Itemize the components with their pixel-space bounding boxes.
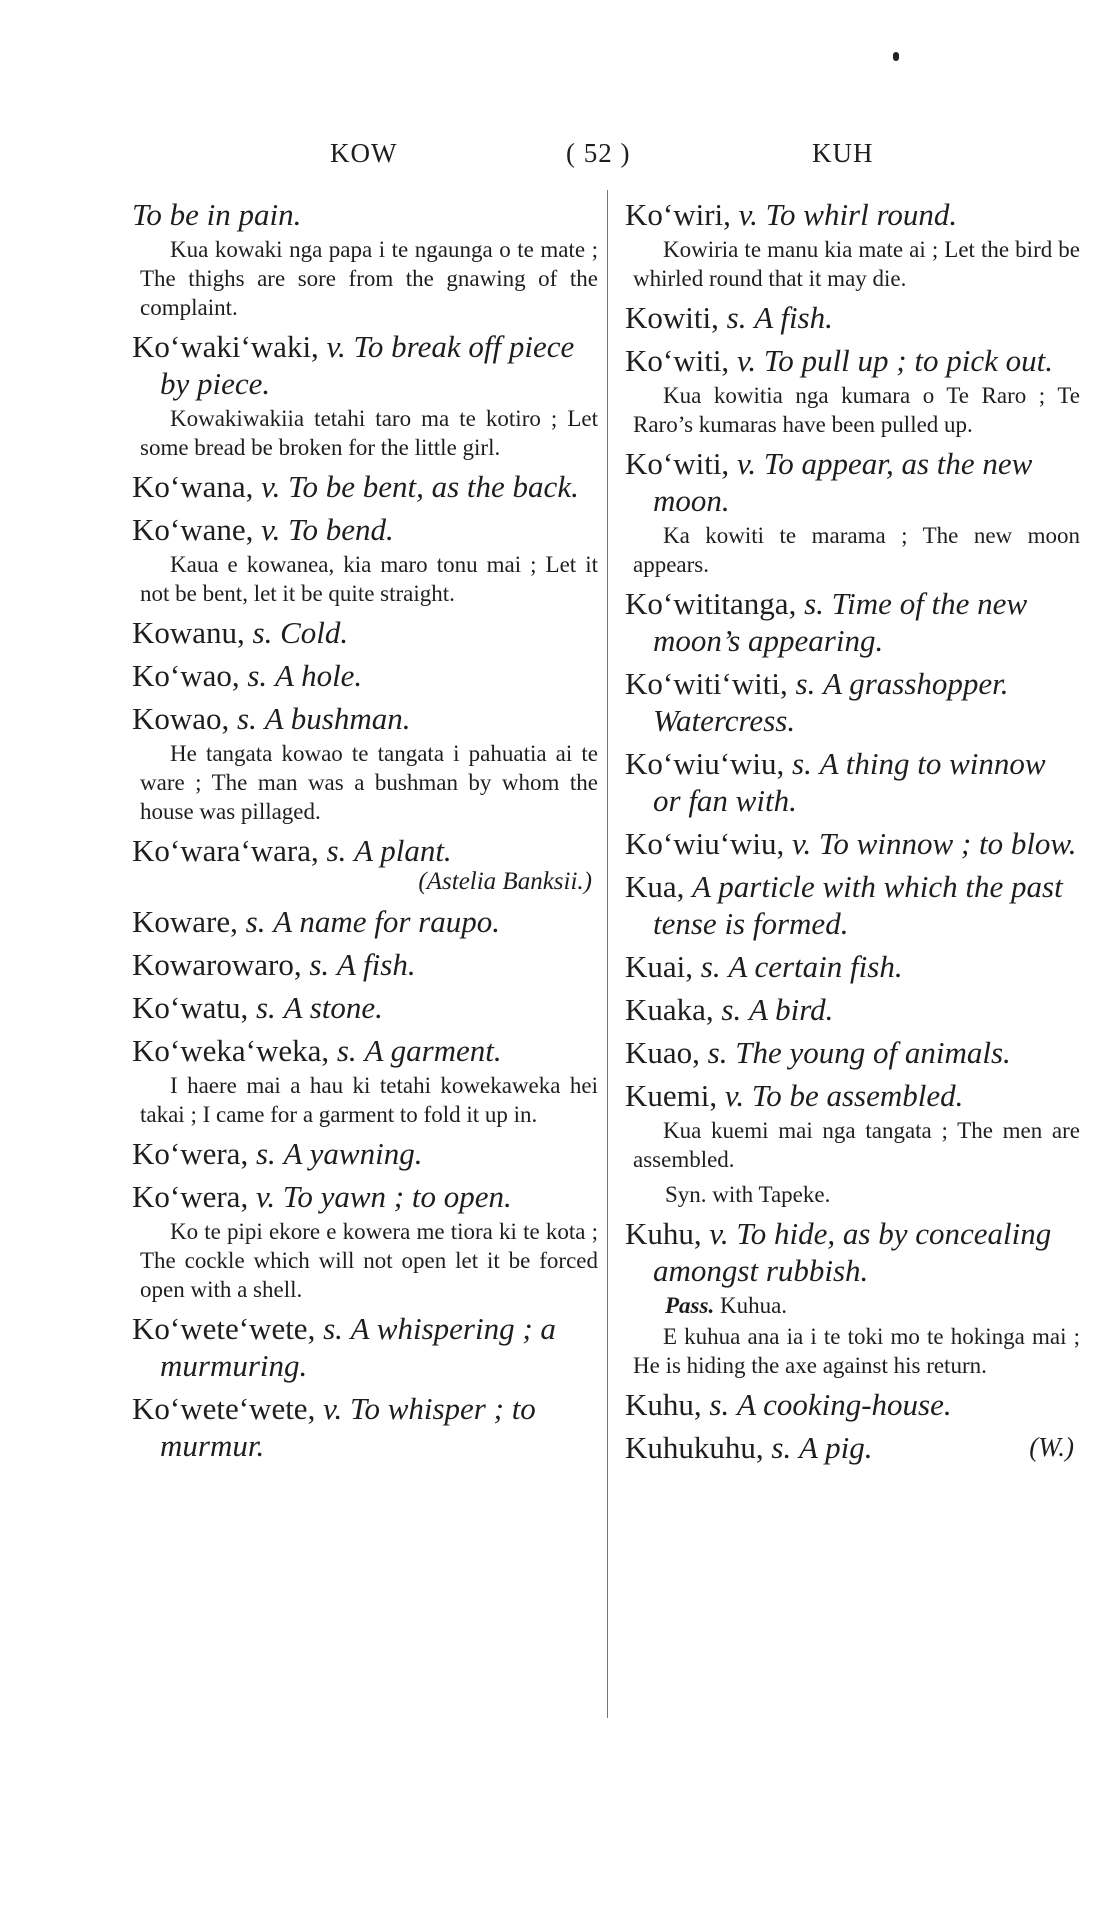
entry-kowekaweka: [132, 1032, 598, 1129]
entry-kuai: [625, 948, 1080, 985]
headword: Koware,: [132, 904, 238, 939]
part-of-speech: v.: [323, 1391, 343, 1426]
entry-example: He tangata kowao te tangata i pahuatia ai te ware ; The man was a bushman by whom the house was pillaged.: [140, 741, 598, 824]
headword: Kuhu,: [625, 1387, 702, 1422]
entry-definition: To hide, as by concealing amongst rubbish.: [653, 1216, 1052, 1288]
headword: Ko‘wiri,: [625, 197, 731, 232]
entry-head: [625, 665, 1080, 739]
entry-head: [625, 991, 1080, 1028]
entry-definition: To appear, as the new moon.: [653, 446, 1033, 518]
entry-head: [132, 832, 598, 869]
headword: Ko‘wane,: [132, 512, 254, 547]
headword: Kowao,: [132, 701, 230, 736]
part-of-speech: v.: [736, 446, 757, 481]
entry-kowao-bushman: [132, 700, 598, 826]
entry-example: Kowiria te manu kia mate ai ; Let the bird be whirled round that it may die.: [633, 237, 1080, 291]
part-of-speech: s.: [795, 666, 816, 701]
entry-example: Kowakiwakiia tetahi taro ma te kotiro ; Let some bread be broken for the little girl.: [140, 406, 598, 460]
entry-kowititanga: [625, 585, 1080, 659]
entry-definition: A particle with which the past tense is formed.: [653, 869, 1063, 941]
entry-head: [132, 1178, 598, 1215]
part-of-speech: s.: [237, 701, 257, 736]
entry-head: [132, 989, 598, 1026]
right-column: [625, 196, 1080, 1472]
entry-kowiuwiu-verb: [625, 825, 1080, 862]
entry-definition: To pull up ; to pick out.: [763, 343, 1053, 378]
headword: Ko‘witi‘witi,: [625, 666, 788, 701]
part-of-speech: s.: [252, 615, 273, 650]
entry-head: [625, 1215, 1080, 1289]
headword: Kuemi,: [625, 1078, 718, 1113]
entry-kowarowaro: [132, 946, 598, 983]
synonym-note: Syn. with Tapeke.: [665, 1182, 831, 1207]
entry-definition: A certain fish.: [728, 949, 903, 984]
entry-kuhu-hide: [625, 1215, 1080, 1380]
entry-definition: A yawning.: [283, 1136, 423, 1171]
entry-head: [132, 946, 598, 983]
botanical-name-text: (Astelia Banksii.): [418, 868, 592, 895]
headword: Ko‘watu,: [132, 990, 249, 1025]
part-of-speech: s.: [792, 746, 812, 781]
entry-definition: A cooking-house.: [736, 1387, 952, 1422]
page-number: ( 52 ): [566, 138, 631, 168]
entry-kuemi: [625, 1077, 1080, 1209]
passive-word: Kuhua.: [719, 1293, 788, 1318]
entry-definition: To be assembled.: [751, 1078, 964, 1113]
headword: Ko‘wana,: [132, 469, 254, 504]
entry-kowiti-appear: [625, 445, 1080, 579]
part-of-speech: v.: [724, 1078, 745, 1113]
entry-head: [132, 328, 598, 402]
headword: Ko‘wao,: [132, 658, 240, 693]
headword: Ko‘wete‘wete,: [132, 1311, 316, 1346]
entry-kuhu-house: [625, 1386, 1080, 1423]
part-of-speech: v.: [738, 197, 758, 232]
entry-example: Kua kowaki nga papa i te ngaunga o te mate ; The thighs are sore from the gnawing of the complaint.: [140, 237, 598, 320]
entry-head: [132, 1032, 598, 1069]
entry-kowetewete-noun: [132, 1310, 598, 1384]
entry-kowiuwiu-noun: [625, 745, 1080, 819]
entry-definition: A stone.: [283, 990, 383, 1025]
entry-definition: A pig.: [798, 1430, 873, 1465]
entry-head: [625, 342, 1080, 379]
entry-kowetewete-verb: [132, 1390, 598, 1464]
headword: Kowiti,: [625, 300, 719, 335]
entry-head: [625, 1429, 1080, 1466]
headword: Kuaka,: [625, 992, 714, 1027]
entry-kowana: [132, 468, 598, 505]
entry-definition: The young of animals.: [735, 1035, 1011, 1070]
entry-kuhukuhu: [625, 1429, 1080, 1466]
entry-kowitiwiti: [625, 665, 1080, 739]
entry-definition: To be bent, as the back.: [288, 469, 579, 504]
part-of-speech: s.: [245, 904, 266, 939]
headword: Kua,: [625, 869, 685, 904]
headword: Kowanu,: [132, 615, 245, 650]
entry-head: [625, 825, 1080, 862]
headword: Kowarowaro,: [132, 947, 302, 982]
entry-head: [132, 468, 598, 505]
entry-example: Ka kowiti te marama ; The new moon appears.: [633, 523, 1080, 577]
entry-definition: A fish.: [336, 947, 416, 982]
headword: Kuao,: [625, 1035, 700, 1070]
entry-kowiti-fish: [625, 299, 1080, 336]
part-of-speech: s.: [255, 990, 276, 1025]
part-of-speech: v.: [709, 1216, 729, 1251]
entry-definition: A name for raupo.: [273, 904, 500, 939]
entry-definition: To whisper ; to murmur.: [160, 1391, 536, 1463]
entry-kua: [625, 868, 1080, 942]
entry-definition: A whispering ; a murmuring.: [160, 1311, 556, 1383]
headword: Ko‘weka‘weka,: [132, 1033, 330, 1068]
headword: Ko‘wera,: [132, 1136, 249, 1171]
column-divider: [607, 190, 608, 1718]
entry-example: Ko te pipi ekore e kowera me tiora ki te kota ; The cockle which will not open let it be forced open with a shell.: [140, 1219, 598, 1302]
part-of-speech: s.: [309, 947, 330, 982]
entry-definition: To be in pain.: [132, 197, 302, 232]
part-of-speech: s.: [247, 658, 268, 693]
entry-definition: To whirl round.: [765, 197, 958, 232]
entry-head: [132, 614, 598, 651]
headword: Ko‘witi,: [625, 343, 730, 378]
part-of-speech: s.: [336, 1033, 357, 1068]
entry-head: [625, 1386, 1080, 1423]
headword: Ko‘waki‘waki,: [132, 329, 319, 364]
entry-kowatu: [132, 989, 598, 1026]
headword: Ko‘wititanga,: [625, 586, 797, 621]
part-of-speech: v.: [792, 826, 812, 861]
entry-head: [625, 1077, 1080, 1114]
entry-example: Kua kowitia nga kumara o Te Raro ; Te Raro’s kumaras have been pulled up.: [633, 383, 1080, 437]
entry-head: [625, 745, 1080, 819]
headword: Ko‘wete‘wete,: [132, 1391, 316, 1426]
entry-kowanu: [132, 614, 598, 651]
entry-head: [132, 1310, 598, 1384]
entry-head: [132, 700, 598, 737]
entry-koware: [132, 903, 598, 940]
part-of-speech: v.: [261, 512, 281, 547]
part-of-speech: v.: [736, 343, 757, 378]
entry-definition: Time of the new moon’s appearing.: [653, 586, 1028, 658]
entry-kuao: [625, 1034, 1080, 1071]
entry-head: [625, 196, 1080, 233]
headword: Ko‘wara‘wara,: [132, 833, 319, 868]
entry-definition: A bird.: [748, 992, 834, 1027]
entry-head: [132, 657, 598, 694]
entry-kowao-hole: [132, 657, 598, 694]
left-column: [132, 196, 598, 1470]
part-of-speech: v.: [326, 329, 346, 364]
entry-example: I haere mai a hau ki tetahi kowekaweka hei takai ; I came for a garment to fold it up in.: [140, 1073, 598, 1127]
entry-kowera-verb: [132, 1178, 598, 1304]
headword: Kuhu,: [625, 1216, 702, 1251]
entry-kuaka: [625, 991, 1080, 1028]
source-note: (W.): [1029, 1432, 1074, 1462]
entry-definition: To bend.: [288, 512, 394, 547]
entry-definition: Cold.: [280, 615, 349, 650]
entry-head: [625, 948, 1080, 985]
entry-definition: A bushman.: [264, 701, 411, 736]
entry-kowakiwaki: [132, 328, 598, 462]
headword: Kuhukuhu,: [625, 1430, 764, 1465]
entry-head: [132, 903, 598, 940]
passive-form: [625, 1291, 1080, 1320]
entry-head: [625, 868, 1080, 942]
entry-example: Kaua e kowanea, kia maro tonu mai ; Let it not be bent, let it be quite straight.: [140, 552, 598, 606]
entry-definition: To winnow ; to blow.: [819, 826, 1077, 861]
entry-kowiri: [625, 196, 1080, 293]
part-of-speech: s.: [804, 586, 824, 621]
part-of-speech: s.: [255, 1136, 276, 1171]
running-header-left: KOW: [330, 138, 398, 168]
entry-definition: A hole.: [274, 658, 363, 693]
headword: Ko‘wiu‘wiu,: [625, 826, 785, 861]
entry-kowane: [132, 511, 598, 608]
entry-example: Kua kuemi mai nga tangata ; The men are assembled.: [633, 1118, 1080, 1172]
entry-head: [132, 1390, 598, 1464]
entry-head: [625, 1034, 1080, 1071]
entry-head: [625, 585, 1080, 659]
entry-kowera-noun: [132, 1135, 598, 1172]
entry-definition: A plant.: [354, 833, 452, 868]
entry-example: E kuhua ana ia i te toki mo te hokinga mai ; He is hiding the axe against his return.: [633, 1324, 1080, 1378]
running-header-right: KUH: [812, 138, 874, 168]
entry-definition: A fish.: [754, 300, 833, 335]
entry-definition: A grasshopper. Watercress.: [653, 666, 1009, 738]
passive-label: Pass.: [665, 1293, 715, 1318]
headword: Kuai,: [625, 949, 694, 984]
part-of-speech: s.: [326, 833, 347, 868]
entry-kowarawara: [132, 832, 598, 897]
part-of-speech: v.: [255, 1179, 276, 1214]
botanical-name: [132, 867, 598, 897]
part-of-speech: s.: [700, 949, 721, 984]
part-of-speech: s.: [721, 992, 742, 1027]
entry-definition: To yawn ; to open.: [282, 1179, 512, 1214]
headword: Ko‘wiu‘wiu,: [625, 746, 785, 781]
entry-definition: To break off piece by piece.: [160, 329, 575, 401]
entry-kowiti-pull: [625, 342, 1080, 439]
entry-definition: A garment.: [364, 1033, 502, 1068]
entry-head: [625, 445, 1080, 519]
entry-head: [625, 299, 1080, 336]
part-of-speech: s.: [323, 1311, 343, 1346]
part-of-speech: s.: [707, 1035, 728, 1070]
entry-head: [132, 1135, 598, 1172]
ink-speck: [893, 52, 899, 61]
headword: Ko‘wera,: [132, 1179, 249, 1214]
part-of-speech: s.: [726, 300, 747, 335]
part-of-speech: s.: [771, 1430, 792, 1465]
part-of-speech: v.: [261, 469, 281, 504]
headword: Ko‘witi,: [625, 446, 730, 481]
entry-head: [132, 511, 598, 548]
entry-continued: [132, 196, 598, 322]
part-of-speech: s.: [709, 1387, 730, 1422]
entry-head: [132, 196, 598, 233]
entry-definition: A thing to winnow or fan with.: [653, 746, 1046, 818]
